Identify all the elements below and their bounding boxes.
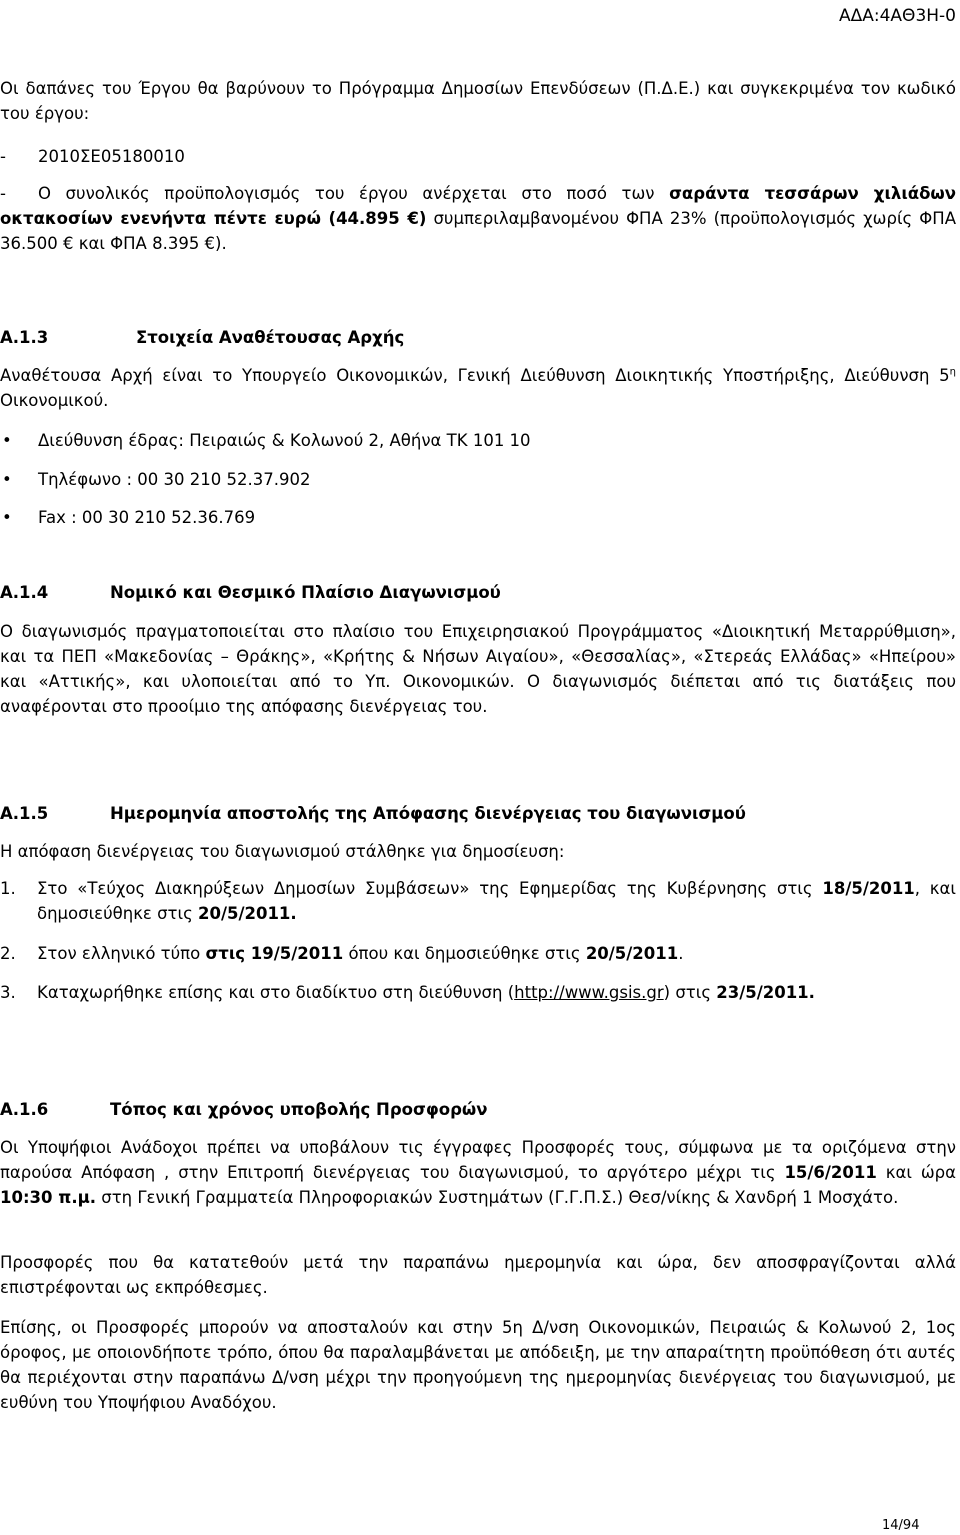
page-number: 14/94	[882, 1518, 920, 1533]
item-text	[37, 941, 956, 966]
section-title: Ημερομηνία αποστολής της Απόφασης διενέργειας του διαγωνισμού	[110, 804, 746, 823]
item-text-part: ) στις	[663, 983, 717, 1002]
publication-intro-text: Η απόφαση διενέργειας του διαγωνισμού στάλθηκε για δημοσίευση:	[0, 842, 565, 861]
section-heading-a13	[0, 325, 956, 350]
item-number: 3.	[0, 983, 16, 1002]
deadline-date: 15/6/2011	[784, 1163, 877, 1182]
section-number: Α.1.4	[0, 583, 49, 602]
section-number: Α.1.5	[0, 804, 49, 823]
item-text-part: .	[678, 944, 684, 963]
bullet-dot: •	[2, 508, 12, 527]
section-heading-a16	[0, 1097, 956, 1122]
bullet-dot: •	[2, 470, 12, 489]
item-text-part: , και δημοσιεύθηκε στις	[37, 879, 956, 923]
publication-item-3	[0, 980, 956, 1005]
section-number: Α.1.6	[0, 1100, 49, 1119]
item-date: 20/5/2011.	[198, 904, 297, 923]
budget-text-pre: Ο συνολικός προϋπολογισμός του έργου ανέρχεται στο ποσό των	[38, 184, 670, 203]
section-heading-a14	[0, 580, 956, 605]
ada-code: ΑΔΑ:4ΑΘ3Η-0	[839, 6, 956, 26]
gsis-link[interactable]: http://www.gsis.gr	[514, 983, 664, 1002]
legal-framework-paragraph: Ο διαγωνισμός πραγματοποιείται στο πλαίσιο του Επιχειρησιακού Προγράμματος «Διοικητική Μεταρρύθμιση», και τα ΠΕΠ «Μακεδονίας – Θράκης», «Κρήτης & Νήσων Αιγαίου», «Θεσσαλίας», «Στερεάς Ελλάδας» «Ηπείρου» και «Αττικής», και υλοποιείται από το Υπ. Οικονομικών. Ο διαγωνισμός διέπεται από τις διατάξεις που αναφέρονται στο προοίμιο της απόφασης διενέργειας του.	[0, 622, 956, 716]
paragraph-text: στη Γενική Γραμματεία Πληροφοριακών Συστημάτων (Γ.Γ.Π.Σ.) Θεσ/νίκης & Χανδρή 1 Μοσχάτο.	[96, 1188, 899, 1207]
bullet-text: Fax : 00 30 210 52.36.769	[38, 508, 256, 527]
item-date: 23/5/2011.	[716, 983, 815, 1002]
budget-text-post: συμπεριλαμβανομένου ΦΠΑ 23% (προϋπολογισμός χωρίς ΦΠΑ 36.500 € και ΦΠΑ 8.395 €).	[0, 209, 956, 253]
submission-paragraph-1	[0, 1135, 956, 1210]
bullet-dot: •	[2, 431, 12, 450]
dash-marker: -	[0, 147, 6, 166]
section-title: Στοιχεία Αναθέτουσας Αρχής	[136, 328, 405, 347]
submission-paragraph-2	[0, 1250, 956, 1300]
publication-item-2	[0, 941, 956, 966]
item-date: στις 19/5/2011	[205, 944, 344, 963]
item-text-part: όπου και δημοσιεύθηκε στις	[343, 944, 586, 963]
deadline-time: 10:30 π.μ.	[0, 1188, 96, 1207]
authority-text: Αναθέτουσα Αρχή είναι το Υπουργείο Οικονομικών, Γενική Διεύθυνση Διοικητικής Υποστήριξης, Διεύθυνση 5	[0, 366, 950, 385]
item-number: 2.	[0, 944, 16, 963]
publication-item-1	[0, 876, 956, 926]
budget-amount: σαράντα τεσσάρων χιλιάδων οκτακοσίων ενενήντα πέντε ευρώ (44.895 €)	[0, 184, 956, 228]
paragraph-text: και ώρα	[876, 1163, 957, 1182]
budget-paragraph	[0, 181, 956, 256]
bullet-text: Τηλέφωνο : 00 30 210 52.37.902	[38, 470, 311, 489]
paragraph-text: Προσφορές που θα κατατεθούν μετά την παραπάνω ημερομηνία και ώρα, δεν αποσφραγίζονται αλλά επιστρέφονται ως εκπρόθεσμες.	[0, 1253, 956, 1297]
intro-paragraph: Οι δαπάνες του Έργου θα βαρύνουν το Πρόγραμμα Δημοσίων Επενδύσεων (Π.Δ.Ε.) και συγκεκριμένα τον κωδικό του έργου:	[0, 79, 956, 123]
publication-intro	[0, 839, 956, 864]
bullet-text: Διεύθυνση έδρας: Πειραιώς & Κολωνού 2, Αθήνα ΤΚ 101 10	[38, 431, 531, 450]
dash-marker: -	[0, 184, 6, 203]
item-text	[37, 876, 956, 926]
item-date: 18/5/2011	[822, 879, 915, 898]
intro-section	[0, 76, 956, 126]
section-title: Νομικό και Θεσμικό Πλαίσιο Διαγωνισμού	[110, 583, 501, 602]
item-text-part: Καταχωρήθηκε επίσης και στο διαδίκτυο στη διεύθυνση (	[37, 983, 515, 1002]
legal-framework-section	[0, 619, 956, 719]
project-code: 2010ΣΕ05180010	[38, 147, 185, 166]
authority-text-end: Οικονομικού.	[0, 391, 109, 410]
section-heading-a15	[0, 801, 956, 826]
submission-paragraph-3	[0, 1315, 956, 1415]
paragraph-text: Επίσης, οι Προσφορές μπορούν να αποσταλούν και στην 5η Δ/νση Οικονομικών, Πειραιώς & Κολωνού 2, 1ος όροφος, με οποιονδήποτε τρόπο, όπου θα παραλαμβάνεται με απόδειξη, με την απαραίτητη προϋπόθεση ότι αυτές θα περιέχονται στην παραπάνω Δ/νση μέχρι την προηγούμενη της ημερομηνίας διενέργειας του διαγωνισμού, με ευθύνη του Υποψήφιου Αναδόχου.	[0, 1318, 956, 1412]
item-text-part: Στο «Τεύχος Διακηρύξεων Δημοσίων Συμβάσεων» της Εφημερίδας της Κυβέρνησης στις	[37, 879, 823, 898]
item-number: 1.	[0, 879, 16, 898]
paragraph-text: Οι Υποψήφιοι Ανάδοχοι πρέπει να υποβάλουν τις έγγραφες Προσφορές τους, σύμφωνα με τα οριζόμενα στην παρούσα Απόφαση , στην Επιτροπή διενέργειας του διαγωνισμού, το αργότερο μέχρι τις	[0, 1138, 956, 1182]
item-date: 20/5/2011	[585, 944, 679, 963]
project-code-line	[0, 144, 956, 169]
item-text	[37, 980, 956, 1005]
authority-paragraph	[0, 363, 956, 413]
section-title: Τόπος και χρόνος υποβολής Προσφορών	[110, 1100, 488, 1119]
item-text-part: Στον ελληνικό τύπο	[37, 944, 206, 963]
superscript: η	[949, 366, 956, 378]
section-number: Α.1.3	[0, 328, 49, 347]
